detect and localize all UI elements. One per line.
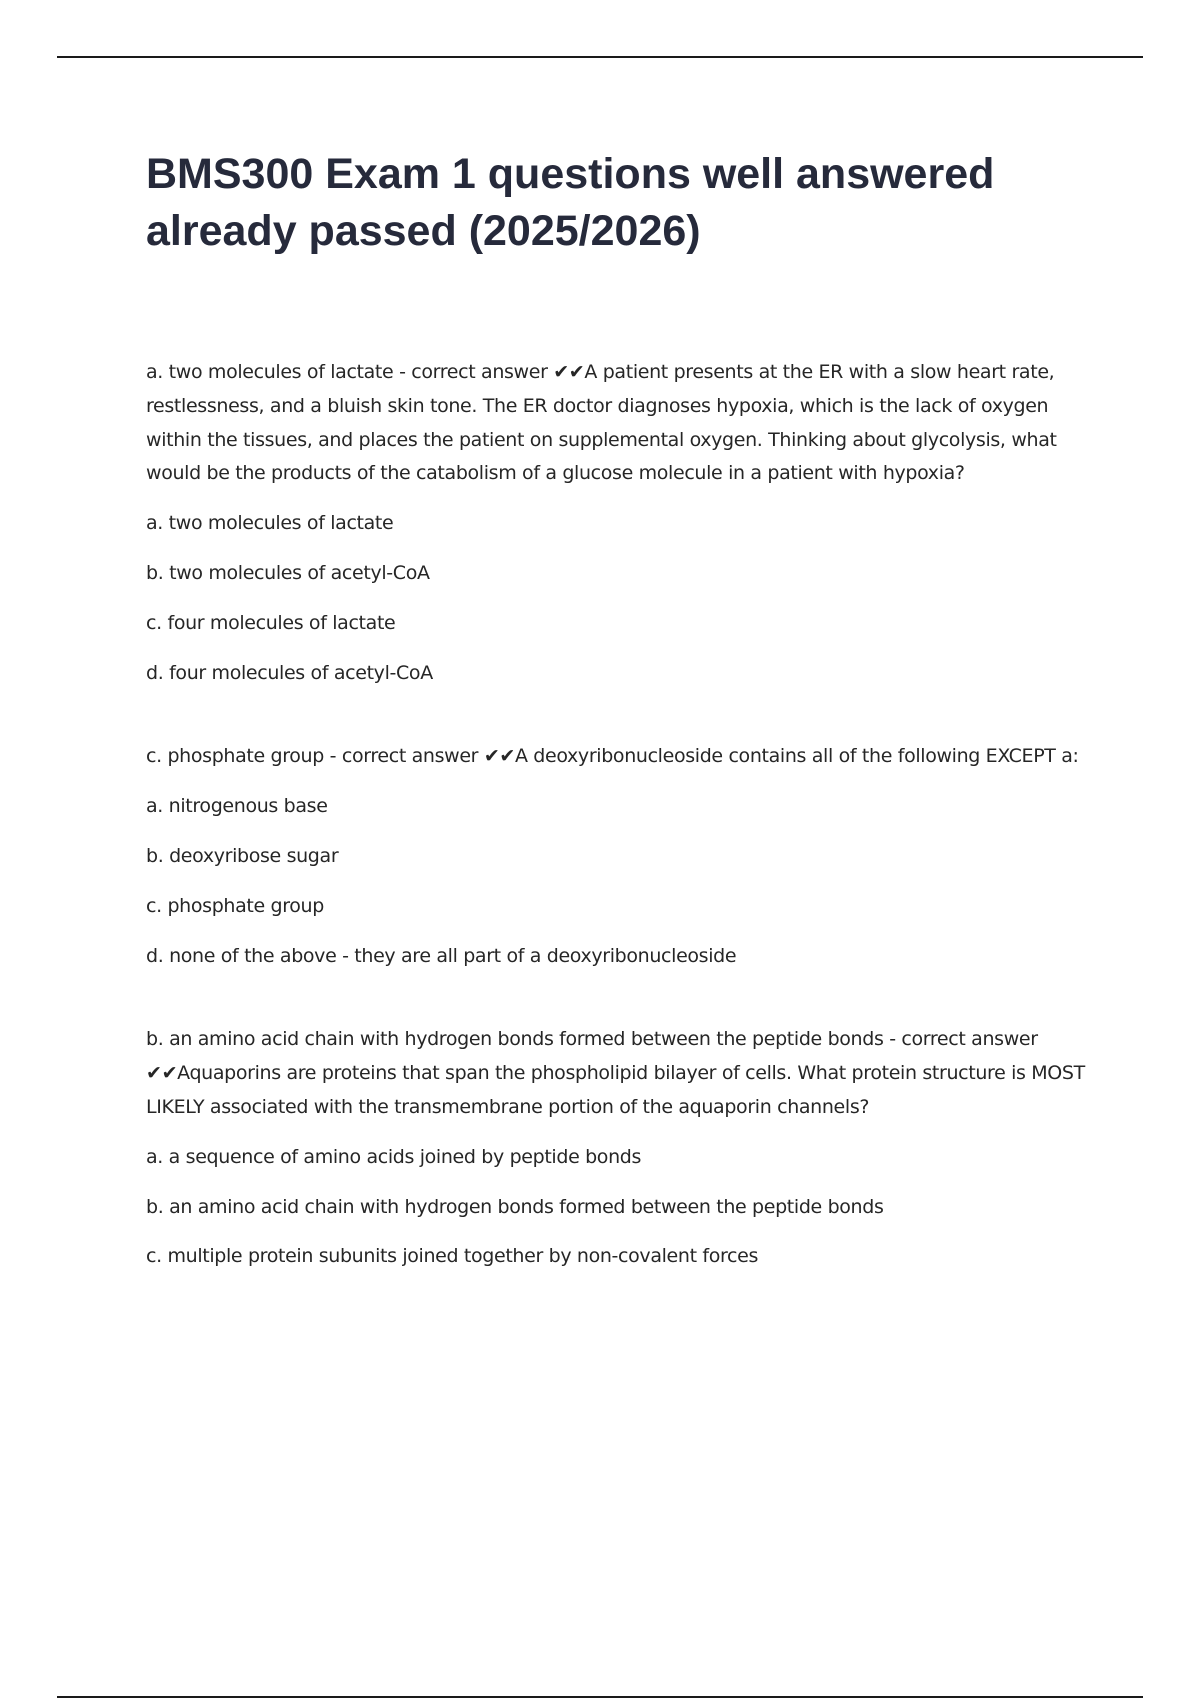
answer-option: c. multiple protein subunits joined together by non-covalent forces [146,1245,759,1268]
answer-option: a. two molecules of lactate [146,512,394,535]
answer-option: c. four molecules of lactate [146,611,396,634]
answer-option: b. two molecules of acetyl-CoA [146,561,430,584]
answer-option: d. none of the above - they are all part of a deoxyribonucleoside [146,944,737,967]
question-2 [146,740,1086,973]
answer-option: a. nitrogenous base [146,795,328,818]
question-list [146,356,1086,1274]
question-prompt: c. phosphate group - correct answer ✔✔A deoxyribonucleoside contains all of the following EXCEPT a: [146,745,1079,768]
answer-options [146,1125,1086,1274]
answer-option: b. an amino acid chain with hydrogen bonds formed between the peptide bonds [146,1195,884,1218]
question-3 [146,1023,1086,1274]
question-1 [146,356,1086,690]
answer-options [146,491,1086,690]
question-prompt: b. an amino acid chain with hydrogen bonds formed between the peptide bonds - correct answer ✔✔Aquaporins are proteins that span the phospholipid bilayer of cells. What protein structure is MOST LIKELY associated with the transmembrane portion of the aquaporin channels? [146,1028,1085,1118]
answer-options [146,774,1086,973]
answer-option: a. a sequence of amino acids joined by peptide bonds [146,1145,642,1168]
question-prompt: a. two molecules of lactate - correct answer ✔✔A patient presents at the ER with a slow heart rate, restlessness, and a bluish skin tone. The ER doctor diagnoses hypoxia, which is the lack of oxygen within the tissues, and places the patient on supplemental oxygen. Thinking about glycolysis, what would be the products of the catabolism of a glucose molecule in a patient with hypoxia? [146,361,1057,485]
answer-option: c. phosphate group [146,894,324,917]
answer-option: b. deoxyribose sugar [146,844,339,867]
document-title: BMS300 Exam 1 questions well answered already passed (2025/2026) [146,150,995,255]
bottom-divider [57,1696,1143,1698]
top-divider [57,56,1143,58]
answer-option: d. four molecules of acetyl-CoA [146,661,433,684]
